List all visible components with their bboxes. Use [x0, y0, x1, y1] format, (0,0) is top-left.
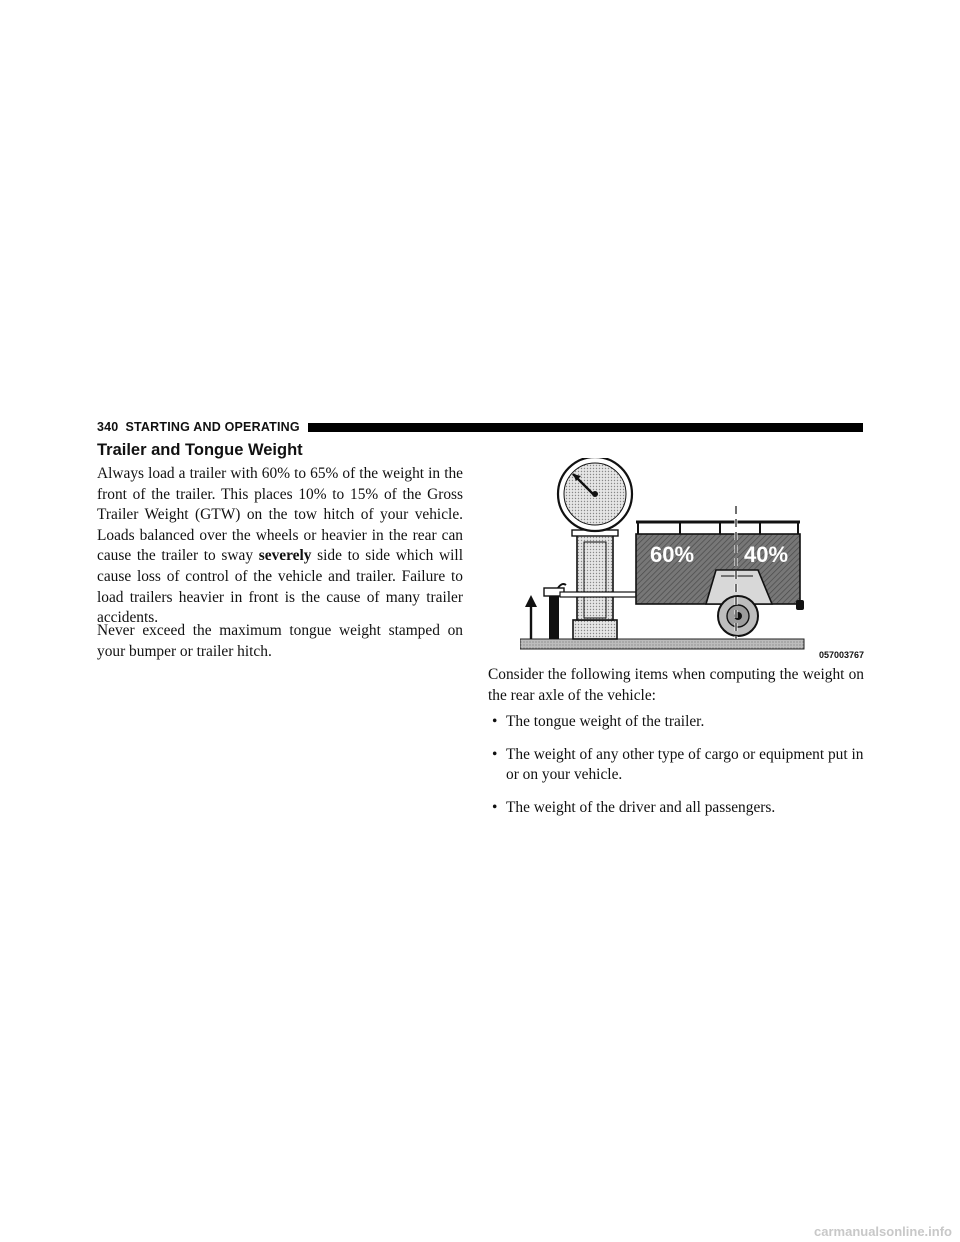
list-item-text: The weight of any other type of cargo or equipment put in or on your vehicle. [506, 745, 864, 784]
scale-base [573, 620, 617, 639]
page-header [97, 416, 863, 438]
paragraph-text-end: side to side which will cause loss of control of the vehicle and trailer. Failure to load trailers heavier in front is the cause of many trailer accidents. [97, 547, 463, 627]
bullet-marker: • [492, 745, 498, 763]
dial-pivot [592, 491, 598, 497]
rear-axle-weight-list [488, 712, 864, 830]
page-number: 340 [97, 420, 119, 434]
ground-strip [520, 639, 804, 649]
paragraph-rear-axle: Consider the following items when computing the weight on the rear axle of the vehicle: [488, 666, 864, 704]
section-heading: Trailer and Tongue Weight [97, 441, 303, 459]
header-rule [308, 423, 863, 432]
section-title: STARTING AND OPERATING [125, 420, 300, 434]
list-item-text: The weight of the driver and all passengers. [506, 798, 776, 816]
paragraph-tongue-limit: Never exceed the maximum tongue weight stamped on your bumper or trailer hitch. [97, 622, 463, 660]
paragraph-loading [97, 464, 463, 629]
scale-column-panel [584, 542, 606, 618]
bullet-marker: • [492, 713, 498, 730]
hitch-support [549, 593, 559, 639]
front-weight-label: 60% [650, 542, 695, 567]
emphasis-severely: severely [258, 547, 312, 565]
figure-code: 057003767 [818, 650, 864, 660]
bullet-marker: • [492, 798, 498, 816]
trailer-weight-illustration [520, 458, 866, 662]
list-item [488, 745, 864, 786]
trailer-scale-drawing [520, 458, 866, 662]
list-item [488, 798, 864, 819]
trailer-tongue [560, 592, 640, 597]
list-item-text: The tongue weight of the trailer. [506, 713, 705, 730]
rear-weight-label: 40% [744, 542, 789, 567]
list-item [488, 712, 864, 733]
paragraph-text-start: Always load a trailer with 60% to 65% of the weight in the front of the trailer. This places 10% to 15% of the Gross Trailer Weight (GTW) on the tow hitch of your vehicle. Loads balanced over the wheels or heavier in the rear can cause the trailer to sway [97, 465, 463, 565]
up-arrow-head [525, 595, 537, 607]
watermark: carmanualsonline.info [814, 1224, 952, 1239]
